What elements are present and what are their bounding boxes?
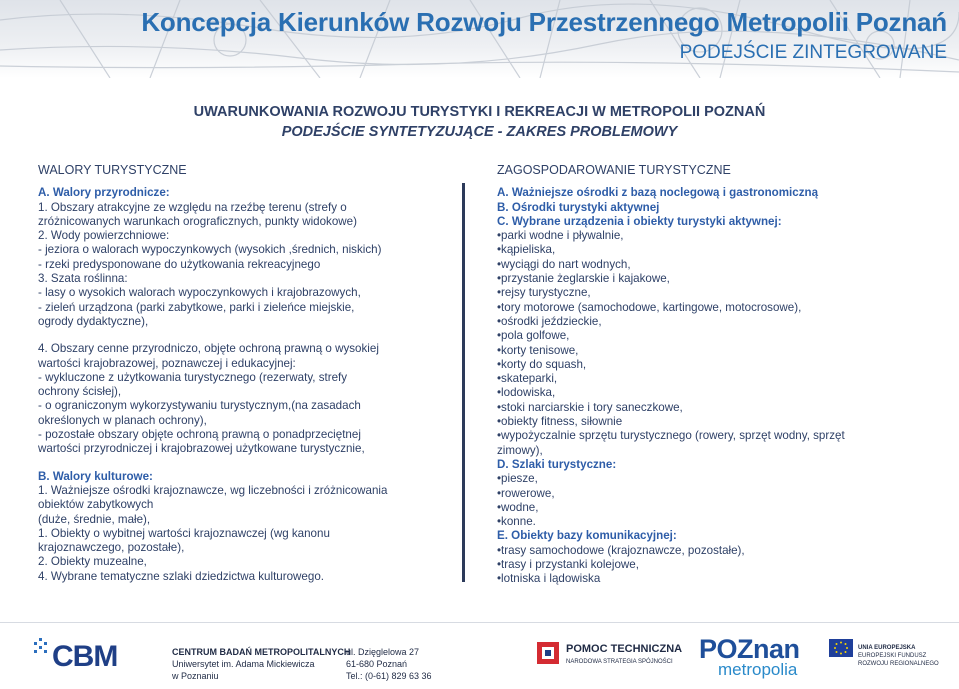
section-heading: B. Ośrodki turystyki aktywnej bbox=[497, 200, 660, 214]
list-item: •wyciągi do nart wodnych, bbox=[497, 257, 631, 271]
list-item: - pozostałe obszary objęte ochroną prawną o ponadprzeciętnej bbox=[38, 428, 361, 442]
list-item: •wodne, bbox=[497, 500, 539, 514]
list-item: •stoki narciarskie i tory saneczkowe, bbox=[497, 400, 683, 414]
list-item: •parki wodne i pływalnie, bbox=[497, 229, 624, 243]
list-item: •skateparki, bbox=[497, 372, 558, 386]
list-item: •rowerowe, bbox=[497, 486, 555, 500]
tourist-infrastructure-column bbox=[497, 163, 942, 587]
list-item: •wypożyczalnie sprzętu turystycznego (rowery, sprzęt wodny, sprzęt bbox=[497, 429, 845, 443]
section-heading: A. Ważniejsze ośrodki z bazą noclegową i gastronomiczną bbox=[497, 186, 819, 200]
list-item: zróżnicowanych warunkach orograficznych, punkty widokowe) bbox=[38, 214, 357, 228]
list-item: •piesze, bbox=[497, 472, 538, 486]
list-item: - o ograniczonym wykorzystywaniu turystycznym,(na zasadach bbox=[38, 399, 361, 413]
list-item: zimowy), bbox=[497, 443, 543, 457]
list-item: •kąpieliska, bbox=[497, 243, 556, 257]
list-item: - lasy o wysokich walorach wypoczynkowych i krajobrazowych, bbox=[38, 286, 361, 300]
poznan-metropolia-logo: POZnan bbox=[699, 634, 800, 664]
tourist-values-column bbox=[38, 163, 458, 584]
eu-line: EUROPEJSKI FUNDUSZ bbox=[858, 653, 927, 659]
presentation-subtitle: PODEJŚCIE ZINTEGROWANE bbox=[679, 42, 947, 63]
list-item: 4. Obszary cenne przyrodniczo, objęte ochroną prawną o wysokiej bbox=[38, 342, 379, 356]
address-phone: Tel.: (0-61) 829 63 36 bbox=[346, 671, 432, 681]
list-item: wartości krajobrazowej, poznawczej i edukacyjnej: bbox=[38, 356, 296, 370]
footer-divider bbox=[0, 622, 959, 623]
list-item: •obiekty fitness, siłownie bbox=[497, 415, 623, 429]
column-heading: WALORY TURYSTYCZNE bbox=[38, 163, 187, 177]
list-item: 1. Obszary atrakcyjne ze względu na rzeźbę terenu (strefy o bbox=[38, 200, 347, 214]
eu-line: ROZWOJU REGIONALNEGO bbox=[858, 661, 939, 667]
list-item: 2. Wody powierzchniowe: bbox=[38, 229, 170, 243]
eu-text bbox=[858, 644, 939, 668]
list-item: 1. Obiekty o wybitnej wartości krajoznawczej (wg kanonu bbox=[38, 526, 330, 540]
list-item: •trasy samochodowe (krajoznawcze, pozostałe), bbox=[497, 543, 745, 557]
list-item: •ośrodki jeździeckie, bbox=[497, 314, 602, 328]
section-heading: B. Walory kulturowe: bbox=[38, 469, 153, 483]
section-heading: A. Walory przyrodnicze: bbox=[38, 186, 170, 200]
list-item: - rzeki predysponowane do użytkowania rekreacyjnego bbox=[38, 257, 321, 271]
poznan-metropolia-subtitle: metropolia bbox=[718, 660, 798, 679]
list-item: 3. Szata roślinna: bbox=[38, 272, 128, 286]
list-item: •lodowiska, bbox=[497, 386, 556, 400]
column-heading: ZAGOSPODAROWANIE TURYSTYCZNE bbox=[497, 163, 731, 177]
address-postal: 61-680 Poznań bbox=[346, 659, 408, 669]
presentation-title: Koncepcja Kierunków Rozwoju Przestrzennego Metropolii Poznań bbox=[141, 7, 947, 37]
list-item: 4. Wybrane tematyczne szlaki dziedzictwa kulturowego. bbox=[38, 569, 324, 583]
list-item: ochrony ścisłej), bbox=[38, 385, 122, 399]
list-item: obiektów zabytkowych bbox=[38, 498, 154, 512]
list-item: określonych w planach ochrony), bbox=[38, 413, 207, 427]
list-item: •trasy i przystanki kolejowe, bbox=[497, 558, 639, 572]
section-heading: C. Wybrane urządzenia i obiekty turystyki aktywnej: bbox=[497, 214, 782, 228]
list-item: 1. Ważniejsze ośrodki krajoznawcze, wg liczebności i zróżnicowania bbox=[38, 483, 388, 497]
list-item: krajoznawczego, pozostałe), bbox=[38, 541, 185, 555]
list-item: - jeziora o walorach wypoczynkowych (wysokich ,średnich, niskich) bbox=[38, 243, 382, 257]
org-city: w Poznaniu bbox=[172, 671, 219, 681]
list-item: •rejsy turystyczne, bbox=[497, 286, 591, 300]
eu-flag-icon bbox=[829, 639, 853, 657]
list-item: - zieleń urządzona (parki zabytkowe, parki i zieleńce miejskie, bbox=[38, 300, 355, 314]
list-item: •przystanie żeglarskie i kajakowe, bbox=[497, 272, 670, 286]
list-item: 2. Obiekty muzealne, bbox=[38, 555, 147, 569]
list-item: - wykluczone z użytkowania turystycznego (rezerwaty, strefy bbox=[38, 370, 348, 384]
document-subtitle: PODEJŚCIE SYNTETYZUJĄCE - ZAKRES PROBLEMOWY bbox=[281, 124, 678, 140]
pomoc-techniczna-title: POMOC TECHNICZNA bbox=[566, 643, 683, 655]
column-divider bbox=[462, 183, 465, 582]
cbm-logo-text: CBM bbox=[52, 640, 118, 673]
list-item: ogrody dydaktyczne), bbox=[38, 314, 149, 328]
pomoc-techniczna-subtitle: NARODOWA STRATEGIA SPÓJNOŚCI bbox=[566, 659, 673, 665]
eu-line: UNIA EUROPEJSKA bbox=[858, 645, 916, 651]
list-item: •tory motorowe (samochodowe, kartingowe, motocrosowe), bbox=[497, 300, 802, 314]
list-item: wartości przyrodniczej i krajobrazowej użytkowane turystycznie, bbox=[38, 442, 365, 456]
address-street: ul. Dzięglelowa 27 bbox=[346, 647, 420, 657]
header-banner bbox=[0, 0, 959, 78]
list-item: •konne. bbox=[497, 515, 536, 529]
document-title: UWARUNKOWANIA ROZWOJU TURYSTYKI I REKREACJI W METROPOLII POZNAŃ bbox=[193, 104, 766, 120]
section-heading: D. Szlaki turystyczne: bbox=[497, 457, 617, 471]
org-name: CENTRUM BADAŃ METROPOLITALNYCH bbox=[172, 647, 351, 657]
list-item: •korty do squash, bbox=[497, 357, 587, 371]
section-heading: E. Obiekty bazy komunikacyjnej: bbox=[497, 529, 677, 543]
list-item: •lotniska i lądowiska bbox=[497, 572, 601, 586]
list-item: •pola golfowe, bbox=[497, 329, 570, 343]
list-item: (duże, średnie, małe), bbox=[38, 512, 151, 526]
list-item: •korty tenisowe, bbox=[497, 343, 579, 357]
org-university: Uniwersytet im. Adama Mickiewicza bbox=[172, 659, 315, 669]
